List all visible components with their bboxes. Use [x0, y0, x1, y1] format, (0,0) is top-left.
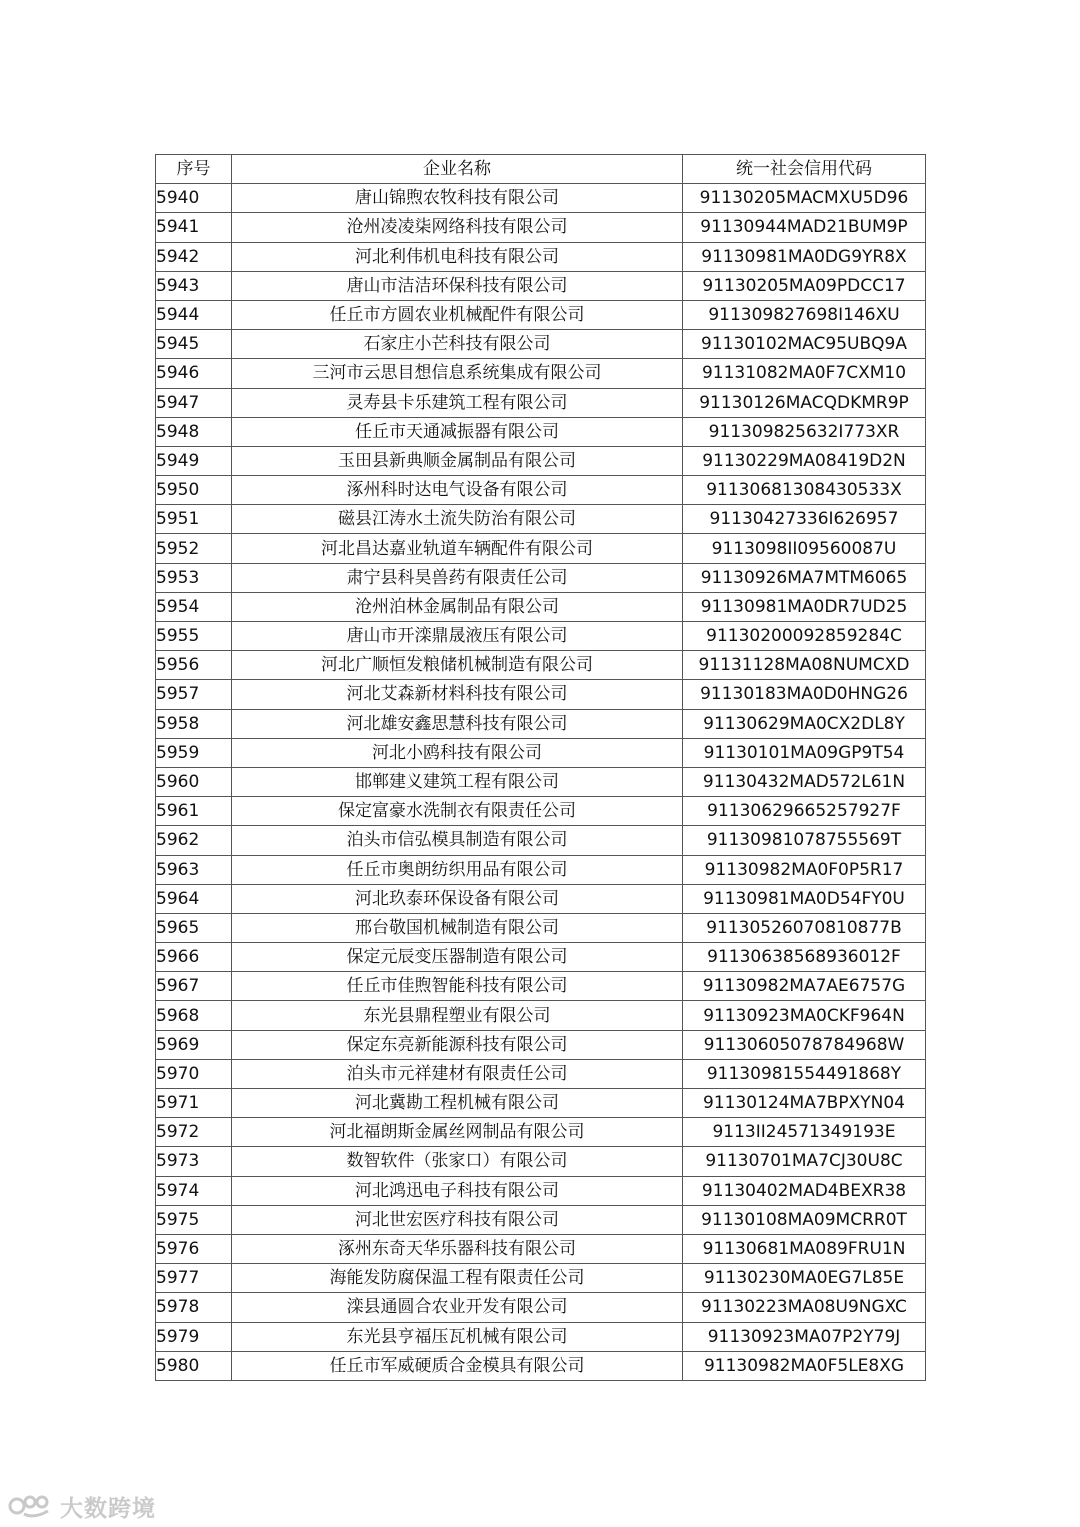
company-name-cell: 河北广顺恒发粮储机械制造有限公司 — [232, 651, 683, 680]
credit-code-cell: 91130126MACQDKMR9P — [683, 388, 926, 417]
serial-number-cell: 5945 — [156, 330, 232, 359]
company-name-cell: 河北玖泰环保设备有限公司 — [232, 884, 683, 913]
company-name-cell: 滦县通圆合农业开发有限公司 — [232, 1293, 683, 1322]
table-row — [156, 1351, 926, 1380]
table-row — [156, 826, 926, 855]
company-name-cell: 东光县鼎程塑业有限公司 — [232, 1001, 683, 1030]
company-name-cell: 数智软件（张家口）有限公司 — [232, 1147, 683, 1176]
table-row — [156, 1030, 926, 1059]
company-name-cell: 泊头市元祥建材有限责任公司 — [232, 1059, 683, 1088]
serial-number-cell: 5950 — [156, 476, 232, 505]
table-body — [156, 184, 926, 1381]
table-row — [156, 1322, 926, 1351]
company-name-cell: 任丘市天通减振器有限公司 — [232, 417, 683, 446]
serial-number-cell: 5970 — [156, 1059, 232, 1088]
table-row — [156, 388, 926, 417]
company-name-cell: 邯郸建义建筑工程有限公司 — [232, 767, 683, 796]
table-row — [156, 738, 926, 767]
serial-number-cell: 5961 — [156, 797, 232, 826]
table-row — [156, 709, 926, 738]
table-row — [156, 913, 926, 942]
table-row — [156, 592, 926, 621]
serial-number-cell: 5943 — [156, 271, 232, 300]
serial-number-cell: 5948 — [156, 417, 232, 446]
credit-code-cell: 91130681MA089FRU1N — [683, 1234, 926, 1263]
table-row — [156, 300, 926, 329]
table-row — [156, 797, 926, 826]
table-row — [156, 1001, 926, 1030]
table-row — [156, 563, 926, 592]
credit-code-cell: 91130102MAC95UBQ9A — [683, 330, 926, 359]
serial-number-cell: 5958 — [156, 709, 232, 738]
enterprise-list-table — [155, 154, 926, 1381]
credit-code-cell: 91130981MA0D54FY0U — [683, 884, 926, 913]
table-row — [156, 1176, 926, 1205]
table-row — [156, 476, 926, 505]
serial-number-cell: 5965 — [156, 913, 232, 942]
serial-number-cell: 5947 — [156, 388, 232, 417]
serial-number-cell: 5969 — [156, 1030, 232, 1059]
header-company-name: 企业名称 — [232, 155, 683, 184]
credit-code-cell: 91131082MA0F7CXM10 — [683, 359, 926, 388]
table-row — [156, 330, 926, 359]
serial-number-cell: 5942 — [156, 242, 232, 271]
serial-number-cell: 5941 — [156, 213, 232, 242]
company-name-cell: 保定东亮新能源科技有限公司 — [232, 1030, 683, 1059]
credit-code-cell: 91130205MA09PDCC17 — [683, 271, 926, 300]
credit-code-cell: 91130101MA09GP9T54 — [683, 738, 926, 767]
company-name-cell: 邢台敬国机械制造有限公司 — [232, 913, 683, 942]
table-row — [156, 680, 926, 709]
table-row — [156, 446, 926, 475]
company-name-cell: 磁县江涛水土流失防治有限公司 — [232, 505, 683, 534]
company-name-cell: 任丘市军威硬质合金模具有限公司 — [232, 1351, 683, 1380]
table-row — [156, 1205, 926, 1234]
company-name-cell: 唐山锦煦农牧科技有限公司 — [232, 184, 683, 213]
serial-number-cell: 5946 — [156, 359, 232, 388]
credit-code-cell: 91130230MA0EG7L85E — [683, 1264, 926, 1293]
credit-code-cell: 91130926MA7MTM6065 — [683, 563, 926, 592]
serial-number-cell: 5940 — [156, 184, 232, 213]
credit-code-cell: 91130982MA0F0P5R17 — [683, 855, 926, 884]
credit-code-cell: 91130108MA09MCRR0T — [683, 1205, 926, 1234]
serial-number-cell: 5977 — [156, 1264, 232, 1293]
serial-number-cell: 5962 — [156, 826, 232, 855]
company-name-cell: 河北艾森新材料科技有限公司 — [232, 680, 683, 709]
company-name-cell: 保定元辰变压器制造有限公司 — [232, 943, 683, 972]
company-name-cell: 河北世宏医疗科技有限公司 — [232, 1205, 683, 1234]
table-row — [156, 855, 926, 884]
table-row — [156, 213, 926, 242]
serial-number-cell: 5967 — [156, 972, 232, 1001]
serial-number-cell: 5972 — [156, 1118, 232, 1147]
serial-number-cell: 5973 — [156, 1147, 232, 1176]
watermark — [8, 1490, 156, 1522]
company-name-cell: 河北雄安鑫思慧科技有限公司 — [232, 709, 683, 738]
table-row — [156, 417, 926, 446]
company-name-cell: 泊头市信弘模具制造有限公司 — [232, 826, 683, 855]
company-name-cell: 灵寿县卡乐建筑工程有限公司 — [232, 388, 683, 417]
credit-code-cell: 91130944MAD21BUM9P — [683, 213, 926, 242]
company-name-cell: 唐山市洁洁环保科技有限公司 — [232, 271, 683, 300]
serial-number-cell: 5959 — [156, 738, 232, 767]
serial-number-cell: 5968 — [156, 1001, 232, 1030]
credit-code-cell: 91130923MA07P2Y79J — [683, 1322, 926, 1351]
table-row — [156, 1059, 926, 1088]
table-row — [156, 767, 926, 796]
table-row — [156, 622, 926, 651]
company-name-cell: 河北小鸥科技有限公司 — [232, 738, 683, 767]
company-name-cell: 保定富豪水洗制衣有限责任公司 — [232, 797, 683, 826]
table-row — [156, 271, 926, 300]
company-name-cell: 沧州凌凌柒网络科技有限公司 — [232, 213, 683, 242]
company-name-cell: 三河市云思目想信息系统集成有限公司 — [232, 359, 683, 388]
credit-code-cell: 911309825632I773XR — [683, 417, 926, 446]
credit-code-cell: 911309827698I146XU — [683, 300, 926, 329]
serial-number-cell: 5979 — [156, 1322, 232, 1351]
credit-code-cell: 91131128MA08NUMCXD — [683, 651, 926, 680]
credit-code-cell: 91130981MA0DR7UD25 — [683, 592, 926, 621]
serial-number-cell: 5951 — [156, 505, 232, 534]
watermark-text: 大数跨境 — [60, 1495, 156, 1522]
serial-number-cell: 5966 — [156, 943, 232, 972]
credit-code-cell: 91130681308430533X — [683, 476, 926, 505]
serial-number-cell: 5953 — [156, 563, 232, 592]
credit-code-cell: 91130229MA08419D2N — [683, 446, 926, 475]
company-name-cell: 肃宁县科昊兽药有限责任公司 — [232, 563, 683, 592]
table-row — [156, 184, 926, 213]
credit-code-cell: 9113II24571349193E — [683, 1118, 926, 1147]
table-row — [156, 534, 926, 563]
table-row — [156, 1089, 926, 1118]
table-row — [156, 359, 926, 388]
serial-number-cell: 5949 — [156, 446, 232, 475]
table-row — [156, 242, 926, 271]
table-row — [156, 943, 926, 972]
serial-number-cell: 5957 — [156, 680, 232, 709]
serial-number-cell: 5974 — [156, 1176, 232, 1205]
serial-number-cell: 5980 — [156, 1351, 232, 1380]
company-name-cell: 河北昌达嘉业轨道车辆配件有限公司 — [232, 534, 683, 563]
serial-number-cell: 5963 — [156, 855, 232, 884]
serial-number-cell: 5954 — [156, 592, 232, 621]
credit-code-cell: 91130701MA7CJ30U8C — [683, 1147, 926, 1176]
company-name-cell: 河北冀勘工程机械有限公司 — [232, 1089, 683, 1118]
credit-code-cell: 91130183MA0D0HNG26 — [683, 680, 926, 709]
table-row — [156, 1264, 926, 1293]
table-row — [156, 1118, 926, 1147]
table-row — [156, 1293, 926, 1322]
table-header-row — [156, 155, 926, 184]
credit-code-cell: 91130981MA0DG9YR8X — [683, 242, 926, 271]
table-row — [156, 1147, 926, 1176]
serial-number-cell: 5975 — [156, 1205, 232, 1234]
serial-number-cell: 5976 — [156, 1234, 232, 1263]
table-row — [156, 505, 926, 534]
company-name-cell: 任丘市佳煦智能科技有限公司 — [232, 972, 683, 1001]
company-name-cell: 河北鸿迅电子科技有限公司 — [232, 1176, 683, 1205]
credit-code-cell: 91130526070810877B — [683, 913, 926, 942]
serial-number-cell: 5960 — [156, 767, 232, 796]
credit-code-cell: 91130981078755569T — [683, 826, 926, 855]
credit-code-cell: 9113098II09560087U — [683, 534, 926, 563]
credit-code-cell: 91130605078784968W — [683, 1030, 926, 1059]
credit-code-cell: 91130124MA7BPXYN04 — [683, 1089, 926, 1118]
table-row — [156, 1234, 926, 1263]
company-name-cell: 涿州科时达电气设备有限公司 — [232, 476, 683, 505]
serial-number-cell: 5952 — [156, 534, 232, 563]
credit-code-cell: 91130629MA0CX2DL8Y — [683, 709, 926, 738]
serial-number-cell: 5956 — [156, 651, 232, 680]
credit-code-cell: 91130629665257927F — [683, 797, 926, 826]
credit-code-cell: 91130432MAD572L61N — [683, 767, 926, 796]
table-row — [156, 972, 926, 1001]
company-name-cell: 玉田县新典顺金属制品有限公司 — [232, 446, 683, 475]
credit-code-cell: 91130638568936012F — [683, 943, 926, 972]
company-name-cell: 任丘市奥朗纺织用品有限公司 — [232, 855, 683, 884]
dashuju-logo-icon — [8, 1493, 54, 1519]
company-name-cell: 河北福朗斯金属丝网制品有限公司 — [232, 1118, 683, 1147]
company-name-cell: 涿州东奇天华乐器科技有限公司 — [232, 1234, 683, 1263]
credit-code-cell: 91130427336I626957 — [683, 505, 926, 534]
company-name-cell: 石家庄小芒科技有限公司 — [232, 330, 683, 359]
header-credit-code: 统一社会信用代码 — [683, 155, 926, 184]
company-name-cell: 沧州泊林金属制品有限公司 — [232, 592, 683, 621]
credit-code-cell: 91130205MACMXU5D96 — [683, 184, 926, 213]
company-name-cell: 唐山市开滦鼎晟液压有限公司 — [232, 622, 683, 651]
company-name-cell: 任丘市方圆农业机械配件有限公司 — [232, 300, 683, 329]
credit-code-cell: 91130923MA0CKF964N — [683, 1001, 926, 1030]
credit-code-cell: 91130223MA08U9NGXC — [683, 1293, 926, 1322]
credit-code-cell: 91130981554491868Y — [683, 1059, 926, 1088]
header-serial-number: 序号 — [156, 155, 232, 184]
table-row — [156, 884, 926, 913]
serial-number-cell: 5971 — [156, 1089, 232, 1118]
table-row — [156, 651, 926, 680]
serial-number-cell: 5944 — [156, 300, 232, 329]
credit-code-cell: 91130402MAD4BEXR38 — [683, 1176, 926, 1205]
company-name-cell: 东光县亨福压瓦机械有限公司 — [232, 1322, 683, 1351]
serial-number-cell: 5955 — [156, 622, 232, 651]
serial-number-cell: 5978 — [156, 1293, 232, 1322]
company-name-cell: 河北利伟机电科技有限公司 — [232, 242, 683, 271]
company-name-cell: 海能发防腐保温工程有限责任公司 — [232, 1264, 683, 1293]
serial-number-cell: 5964 — [156, 884, 232, 913]
credit-code-cell: 91130200092859284C — [683, 622, 926, 651]
credit-code-cell: 91130982MA7AE6757G — [683, 972, 926, 1001]
credit-code-cell: 91130982MA0F5LE8XG — [683, 1351, 926, 1380]
